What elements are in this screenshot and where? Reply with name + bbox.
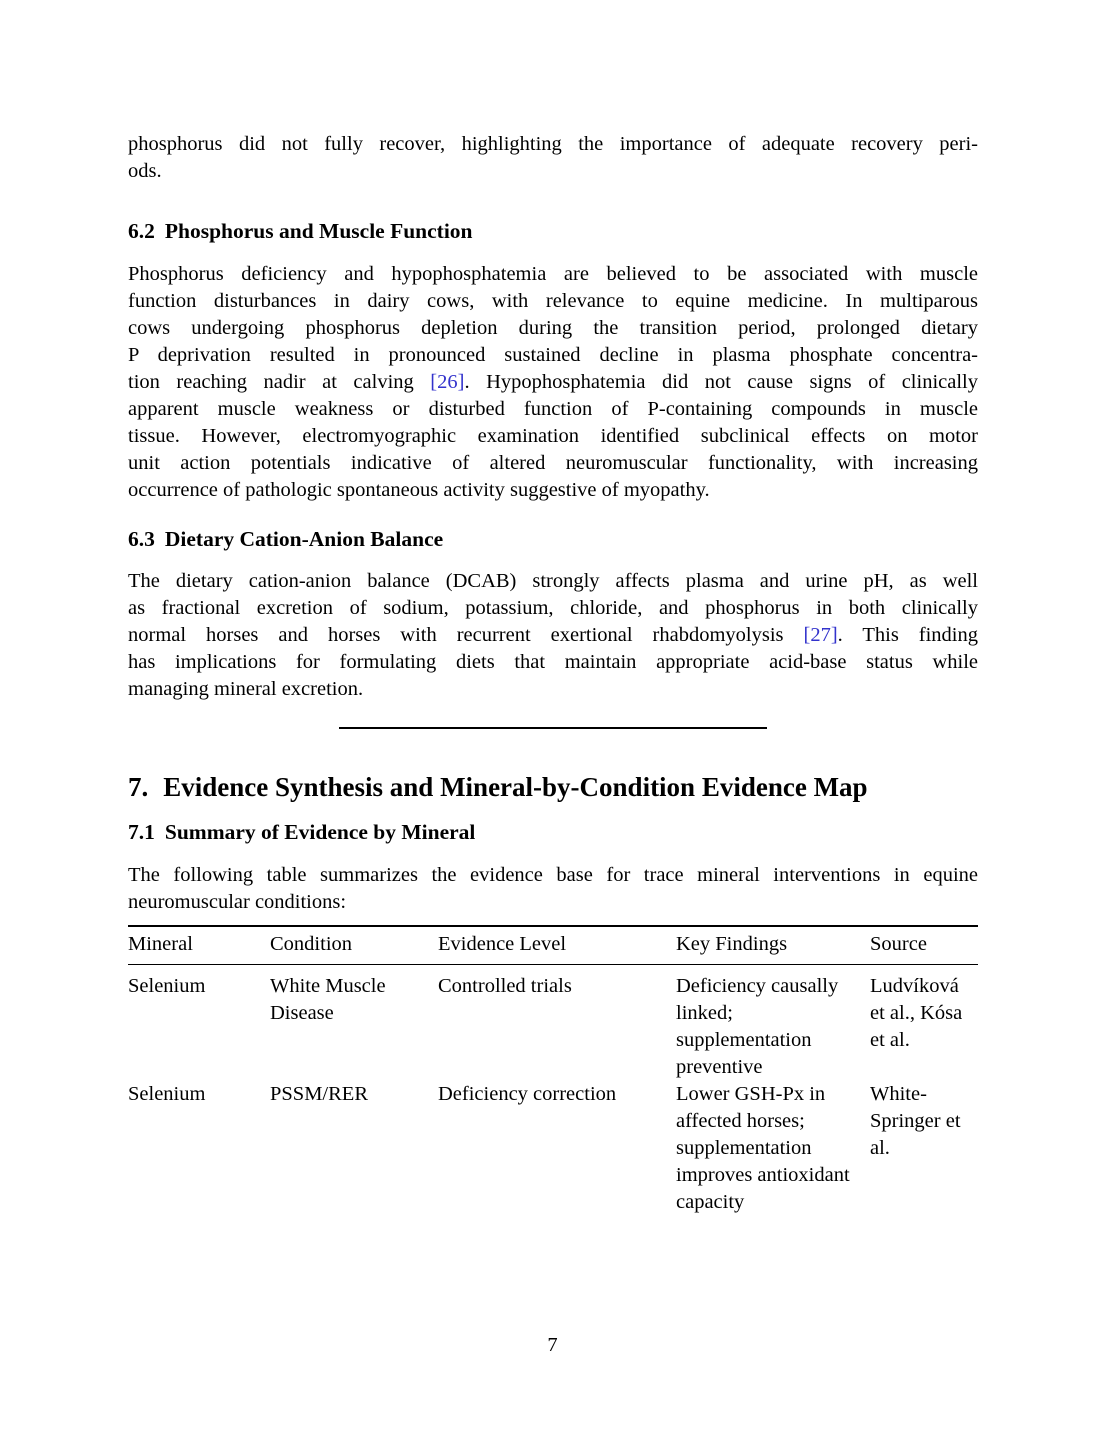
table-header-row	[128, 926, 978, 965]
section-number: 7.1	[128, 820, 155, 844]
text-line: Phosphorus deficiency and hypophosphatemia are believed to be associated with muscle	[128, 263, 978, 285]
table-row	[128, 965, 978, 1082]
section-number: 6.2	[128, 219, 155, 243]
column-header-mineral: Mineral	[128, 926, 270, 965]
text-line: P deprivation resulted in pronounced sustained decline in plasma phosphate concentra-	[128, 344, 978, 366]
cell-mineral: Selenium	[128, 1083, 206, 1105]
text-line: unit action potentials indicative of altered neuromuscular functionality, with increasing	[128, 452, 978, 474]
section-6-3-paragraph	[128, 568, 978, 703]
cell-key-findings: Lower GSH-Px in affected horses; supplementation improves antioxidant capacity	[676, 1083, 850, 1213]
text-line: The dietary cation-anion balance (DCAB) strongly affects plasma and urine pH, as well	[128, 570, 978, 592]
text-line: as fractional excretion of sodium, potassium, chloride, and phosphorus in both clinically	[128, 597, 978, 619]
page-number: 7	[547, 1334, 558, 1356]
section-title: Summary of Evidence by Mineral	[164, 820, 476, 844]
text-segment: . This finding	[837, 624, 978, 646]
page-content	[128, 131, 978, 1216]
section-heading-7-1	[128, 820, 978, 845]
cell-condition: White Muscle Disease	[270, 975, 386, 1024]
cell-evidence-level: Controlled trials	[438, 975, 572, 997]
text-line: managing mineral excretion.	[128, 678, 364, 700]
section-7-1-paragraph	[128, 862, 978, 916]
text-line: ods.	[128, 160, 162, 182]
section-number: 6.3	[128, 527, 155, 551]
text-line: has implications for formulating diets that maintain appropriate acid-base status while	[128, 651, 978, 673]
column-header-evidence-level: Evidence Level	[438, 926, 676, 965]
citation-link[interactable]: [27]	[803, 624, 838, 646]
text-line: tissue. However, electromyographic examination identified subclinical effects on motor	[128, 425, 978, 447]
citation-link[interactable]: [26]	[430, 371, 465, 393]
text-line: function disturbances in dairy cows, with relevance to equine medicine. In multiparous	[128, 290, 978, 312]
text-line: phosphorus did not fully recover, highlighting the importance of adequate recovery peri-	[128, 133, 978, 155]
cell-key-findings: Deficiency causally linked; supplementation preventive	[676, 975, 839, 1078]
section-title: Evidence Synthesis and Mineral-by-Condition Evidence Map	[163, 772, 868, 802]
text-line	[128, 622, 978, 649]
section-heading-7	[128, 772, 978, 803]
text-line: cows undergoing phosphorus depletion during the transition period, prolonged dietary	[128, 317, 978, 339]
evidence-table	[128, 925, 978, 1216]
intro-paragraph	[128, 131, 978, 185]
section-heading-6-2	[128, 219, 978, 244]
section-title: Phosphorus and Muscle Function	[164, 219, 473, 243]
section-title: Dietary Cation-Anion Balance	[164, 527, 444, 551]
text-line: The following table summarizes the evidence base for trace mineral interventions in equine	[128, 864, 978, 886]
cell-evidence-level: Deficiency correction	[438, 1083, 617, 1105]
text-line: neuromuscular conditions:	[128, 891, 347, 913]
column-header-key-findings: Key Findings	[676, 926, 870, 965]
cell-mineral: Selenium	[128, 975, 206, 997]
text-line: apparent muscle weakness or disturbed function of P-containing compounds in muscle	[128, 398, 978, 420]
section-divider-rule	[339, 727, 767, 729]
cell-source: White-Springer et al.	[870, 1083, 961, 1159]
text-segment: tion reaching nadir at calving	[128, 371, 431, 393]
cell-source: Ludvíková et al., Kósa et al.	[870, 975, 963, 1051]
cell-condition: PSSM/RER	[270, 1083, 368, 1105]
section-number: 7.	[128, 772, 149, 802]
text-segment: normal horses and horses with recurrent exertional rhabdomyolysis	[128, 624, 804, 646]
text-line	[128, 369, 978, 396]
column-header-source: Source	[870, 926, 978, 965]
section-heading-6-3	[128, 527, 978, 552]
text-segment: . Hypophosphatemia did not cause signs of clinically	[464, 371, 978, 393]
text-line: occurrence of pathologic spontaneous activity suggestive of myopathy.	[128, 479, 710, 501]
table-row	[128, 1081, 978, 1216]
section-6-2-paragraph	[128, 261, 978, 504]
column-header-condition: Condition	[270, 926, 438, 965]
